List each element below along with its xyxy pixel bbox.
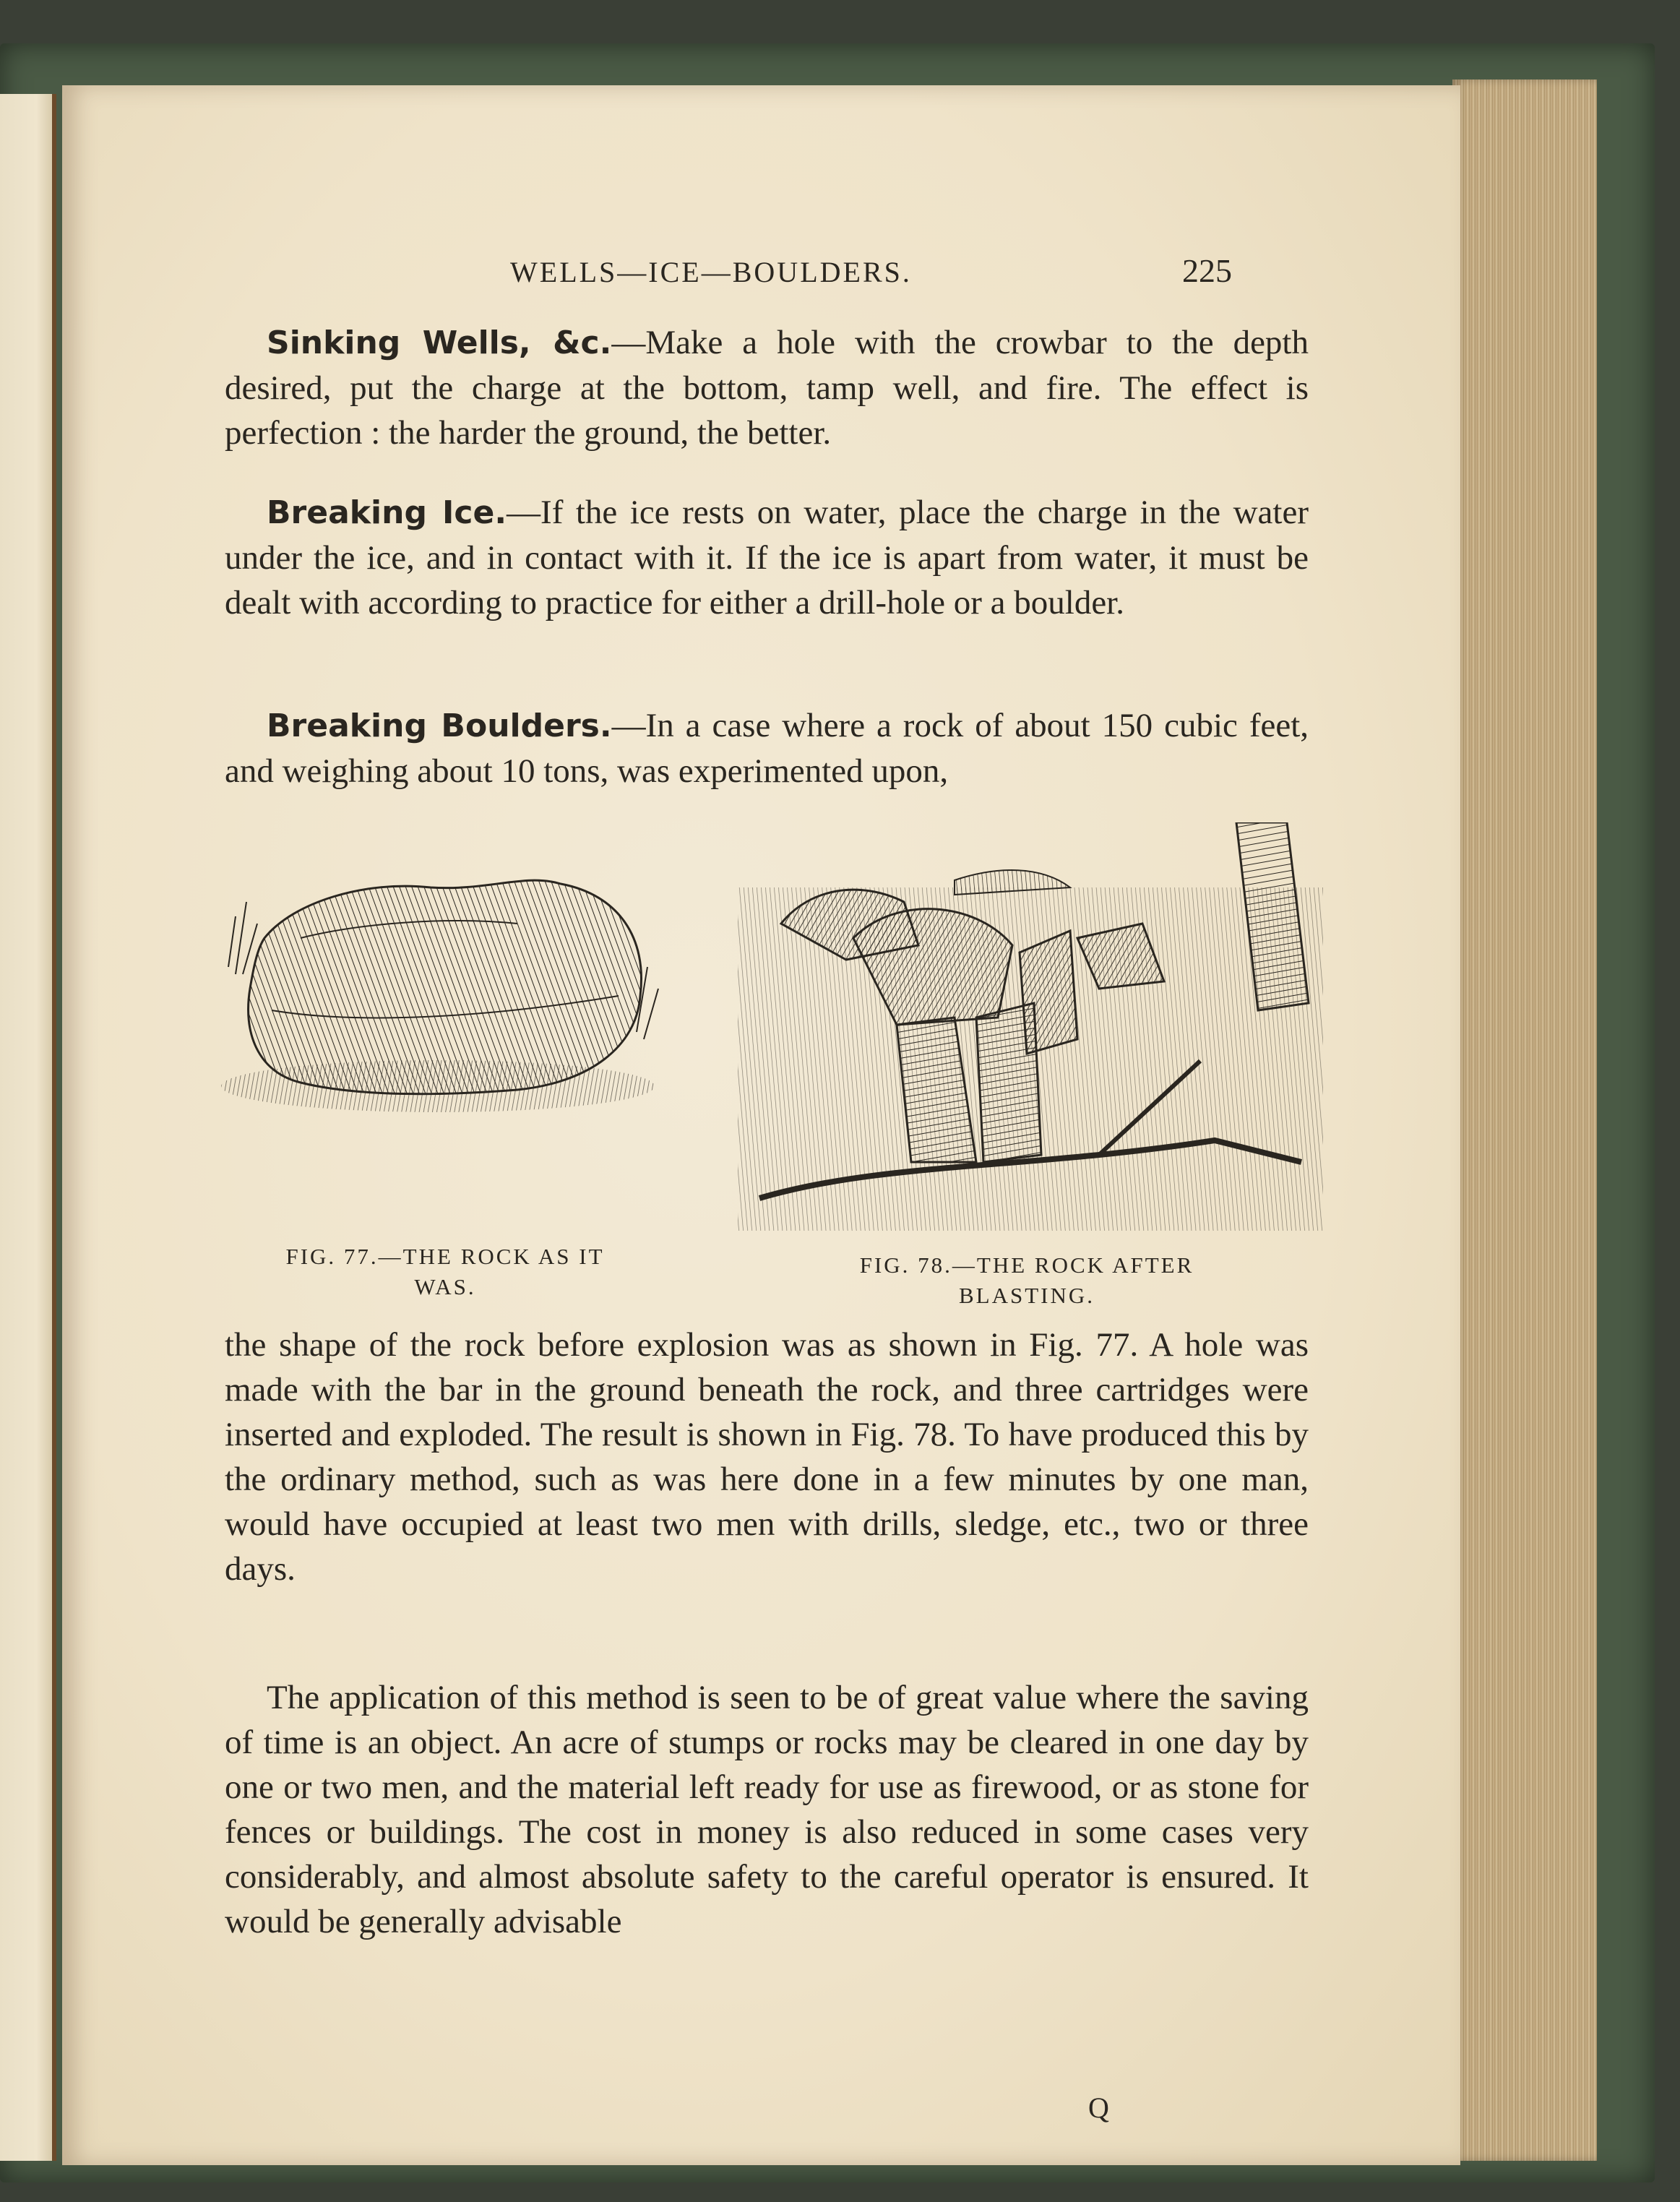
running-head: WELLS—ICE—BOULDERS. <box>510 256 912 288</box>
page-number: 225 <box>1182 252 1232 289</box>
left-page-edge <box>0 94 56 2161</box>
figure-78-caption-line2: BLASTING. <box>958 1283 1095 1308</box>
paragraph-breaking-boulders <box>225 703 1309 794</box>
figure-78-caption <box>792 1250 1262 1311</box>
paragraph-continuation: the shape of the rock before explosion was as shown in Fig. 77. A hole was made with the bar in the ground beneath the rock, and three cartridges were inserted and exploded. The result is shown in Fig. 78. To have produced this by the ordinary method, such as was here done in a few minutes by one man, would have occupied at least two men with drills, sledge, etc., two or three days. <box>225 1326 1309 1588</box>
figure-77-rock-illustration <box>214 851 662 1119</box>
heading-breaking-boulders: Breaking Boulders. <box>267 708 612 744</box>
text-breaking-ice: —If the ice rests on water, place the charge in the water under the ice, and in contact with it. If the ice is apart from water, it must be dealt with according to practice for either a drill-hole or a boulder. <box>225 494 1309 622</box>
text-application: The application of this method is seen to be of great value where the saving of time is an object. An acre of stumps or rocks may be cleared in one day by one or two men, and the material left ready for use as firewood, or as stone for fences or buildings. The cost in money is also reduced in some cases very considerably, and almost absolute safety to the careful operator is ensured. It would be generally advisable <box>225 1679 1309 1940</box>
paragraph-sinking-wells <box>225 320 1309 455</box>
paragraph-breaking-ice <box>225 490 1309 625</box>
figure-77-caption <box>228 1242 662 1302</box>
figure-77-caption-line2: WAS. <box>414 1274 476 1299</box>
figure-78-blasted-rock-illustration <box>738 822 1323 1231</box>
figure-78-caption-line1: FIG. 78.—THE ROCK AFTER <box>859 1252 1194 1278</box>
figure-77-caption-line1: FIG. 77.—THE ROCK AS IT <box>285 1244 605 1269</box>
heading-sinking-wells: Sinking Wells, &c. <box>267 324 612 361</box>
signature-mark: Q <box>1088 2091 1109 2124</box>
page-edges <box>1452 79 1597 2161</box>
paragraph-application <box>225 1675 1309 1944</box>
heading-breaking-ice: Breaking Ice. <box>267 494 507 531</box>
text-breaking-boulders: —In a case where a rock of about 150 cubic feet, and weighing about 10 tons, was experimented upon, <box>225 707 1309 790</box>
text-sinking-wells: —Make a hole with the crowbar to the depth desired, put the charge at the bottom, tamp well, and fire. The effect is perfection : the harder the ground, the better. <box>225 324 1309 452</box>
page-content <box>62 85 1460 2165</box>
